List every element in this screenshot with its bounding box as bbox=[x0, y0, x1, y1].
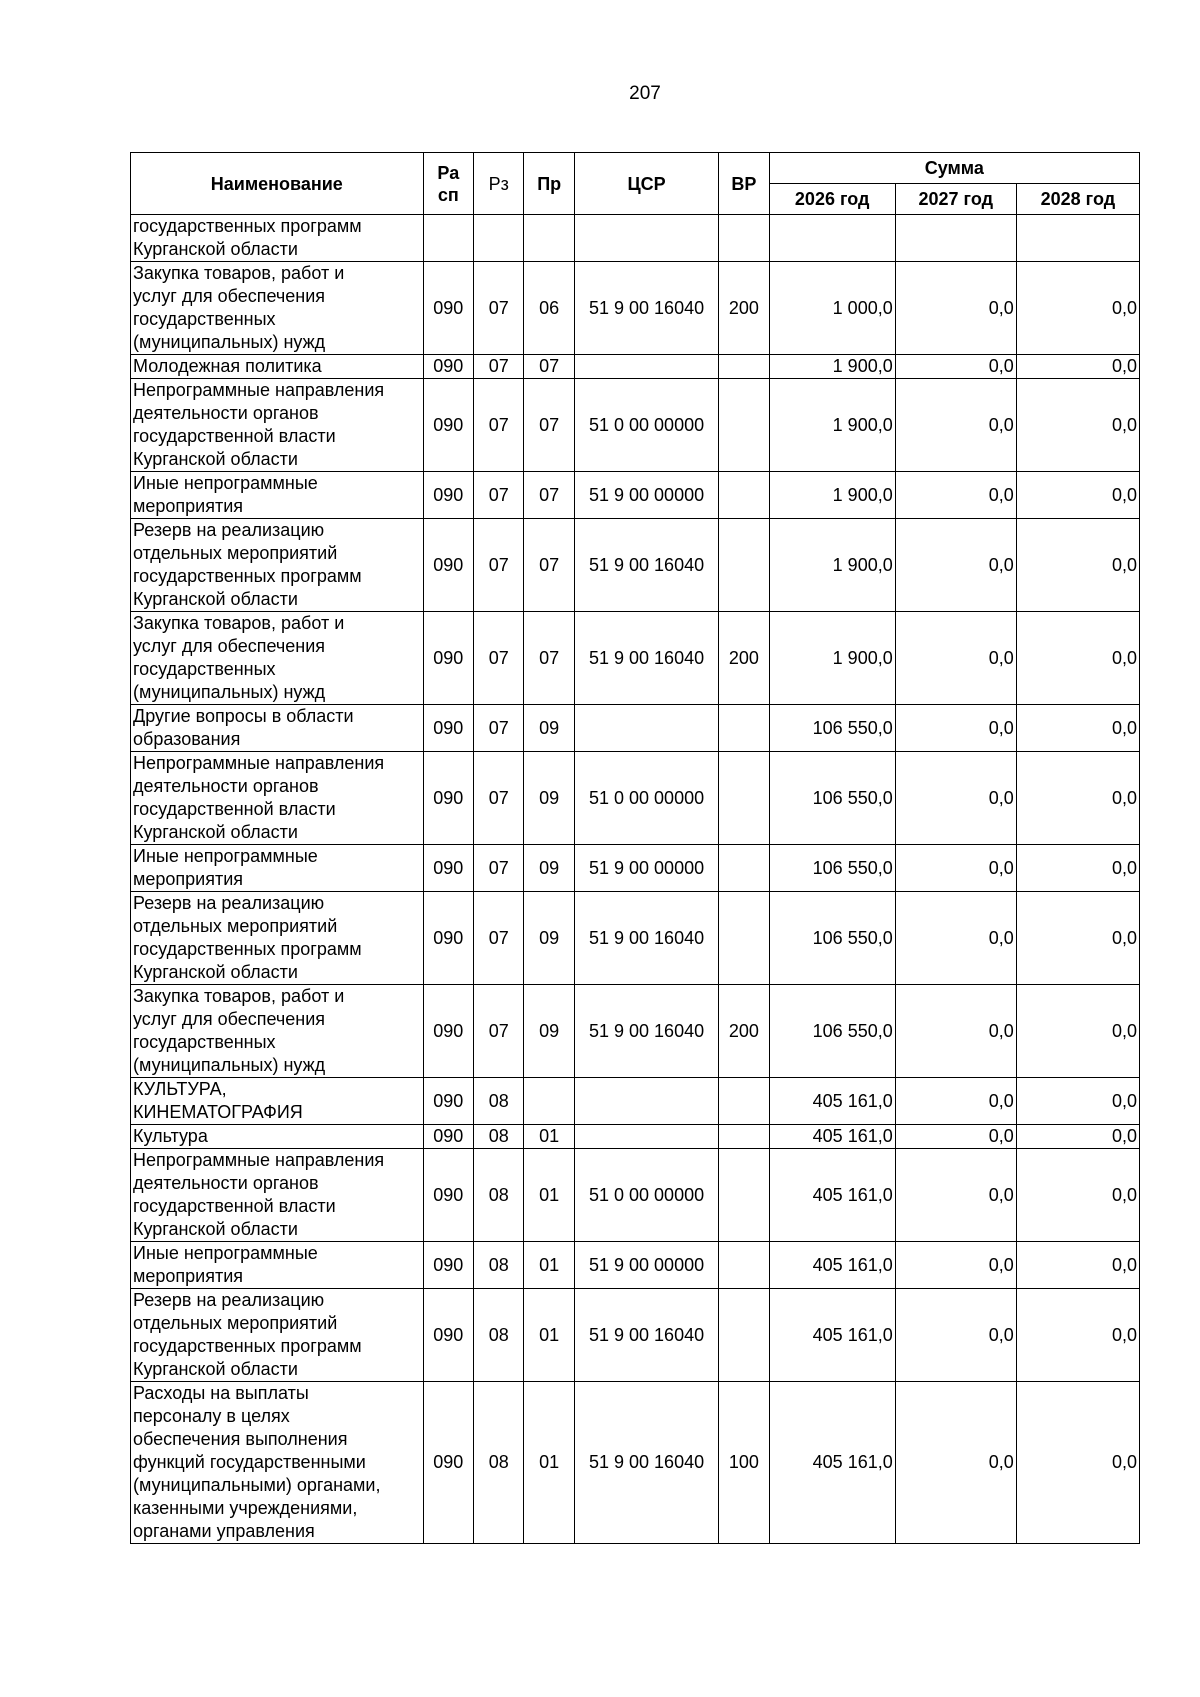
cell-pr: 09 bbox=[524, 985, 574, 1078]
cell-rz: 07 bbox=[474, 752, 524, 845]
cell-rasp: 090 bbox=[423, 705, 473, 752]
table-row bbox=[131, 892, 1140, 985]
cell-rz: 07 bbox=[474, 612, 524, 705]
cell-pr: 07 bbox=[524, 612, 574, 705]
header-vr: ВР bbox=[719, 153, 769, 215]
cell-rasp: 090 bbox=[423, 1125, 473, 1149]
cell-2027: 0,0 bbox=[895, 845, 1016, 892]
cell-2028: 0,0 bbox=[1016, 379, 1139, 472]
header-sum: Сумма bbox=[769, 153, 1139, 184]
cell-rz bbox=[474, 215, 524, 262]
cell-pr: 09 bbox=[524, 845, 574, 892]
cell-2028 bbox=[1016, 215, 1139, 262]
cell-2028: 0,0 bbox=[1016, 985, 1139, 1078]
cell-2028: 0,0 bbox=[1016, 519, 1139, 612]
table-row bbox=[131, 519, 1140, 612]
cell-2027: 0,0 bbox=[895, 355, 1016, 379]
cell-vr: 100 bbox=[719, 1382, 769, 1544]
table-row bbox=[131, 215, 1140, 262]
header-rz: Рз bbox=[474, 153, 524, 215]
cell-pr: 07 bbox=[524, 519, 574, 612]
table-body bbox=[131, 215, 1140, 1544]
cell-rasp: 090 bbox=[423, 1289, 473, 1382]
cell-2028: 0,0 bbox=[1016, 355, 1139, 379]
cell-rz: 07 bbox=[474, 519, 524, 612]
cell-vr bbox=[719, 1242, 769, 1289]
cell-2026: 405 161,0 bbox=[769, 1125, 895, 1149]
cell-vr bbox=[719, 519, 769, 612]
cell-name: Закупка товаров, работ и услуг для обеспечения государственных (муниципальных) нужд bbox=[131, 262, 424, 355]
cell-2027: 0,0 bbox=[895, 892, 1016, 985]
header-csr: ЦСР bbox=[574, 153, 718, 215]
cell-2028: 0,0 bbox=[1016, 752, 1139, 845]
cell-2027: 0,0 bbox=[895, 1078, 1016, 1125]
cell-2028: 0,0 bbox=[1016, 1149, 1139, 1242]
cell-2026: 106 550,0 bbox=[769, 985, 895, 1078]
table-row bbox=[131, 472, 1140, 519]
cell-2027: 0,0 bbox=[895, 752, 1016, 845]
header-year-2028: 2028 год bbox=[1016, 184, 1139, 215]
cell-csr bbox=[574, 1125, 718, 1149]
cell-name: Закупка товаров, работ и услуг для обеспечения государственных (муниципальных) нужд bbox=[131, 612, 424, 705]
cell-name: государственных программ Курганской области bbox=[131, 215, 424, 262]
cell-csr bbox=[574, 1078, 718, 1125]
cell-vr bbox=[719, 1078, 769, 1125]
cell-rasp: 090 bbox=[423, 985, 473, 1078]
cell-rasp: 090 bbox=[423, 892, 473, 985]
cell-2027: 0,0 bbox=[895, 985, 1016, 1078]
header-pr: Пр bbox=[524, 153, 574, 215]
cell-rz: 07 bbox=[474, 845, 524, 892]
cell-name: Иные непрограммные мероприятия bbox=[131, 1242, 424, 1289]
cell-pr: 01 bbox=[524, 1125, 574, 1149]
cell-csr: 51 9 00 16040 bbox=[574, 612, 718, 705]
cell-2026: 106 550,0 bbox=[769, 752, 895, 845]
cell-csr: 51 9 00 16040 bbox=[574, 1289, 718, 1382]
header-year-2026: 2026 год bbox=[769, 184, 895, 215]
cell-2026: 1 900,0 bbox=[769, 519, 895, 612]
cell-pr: 01 bbox=[524, 1242, 574, 1289]
cell-vr bbox=[719, 752, 769, 845]
cell-vr bbox=[719, 1125, 769, 1149]
cell-rasp: 090 bbox=[423, 1382, 473, 1544]
table-row bbox=[131, 1242, 1140, 1289]
cell-2027: 0,0 bbox=[895, 379, 1016, 472]
cell-2027 bbox=[895, 215, 1016, 262]
cell-2026: 1 900,0 bbox=[769, 612, 895, 705]
cell-2028: 0,0 bbox=[1016, 1242, 1139, 1289]
cell-name: Непрограммные направления деятельности органов государственной власти Курганской области bbox=[131, 379, 424, 472]
cell-pr: 01 bbox=[524, 1289, 574, 1382]
cell-2026: 1 000,0 bbox=[769, 262, 895, 355]
cell-rasp bbox=[423, 215, 473, 262]
table-row bbox=[131, 1382, 1140, 1544]
cell-2026: 1 900,0 bbox=[769, 355, 895, 379]
cell-rz: 08 bbox=[474, 1242, 524, 1289]
cell-rz: 08 bbox=[474, 1382, 524, 1544]
cell-2027: 0,0 bbox=[895, 1125, 1016, 1149]
table-row bbox=[131, 1078, 1140, 1125]
cell-2026: 106 550,0 bbox=[769, 892, 895, 985]
cell-csr: 51 9 00 16040 bbox=[574, 985, 718, 1078]
cell-2028: 0,0 bbox=[1016, 892, 1139, 985]
cell-2027: 0,0 bbox=[895, 705, 1016, 752]
cell-2028: 0,0 bbox=[1016, 1289, 1139, 1382]
cell-name: Другие вопросы в области образования bbox=[131, 705, 424, 752]
header-row bbox=[131, 153, 1140, 184]
cell-2028: 0,0 bbox=[1016, 1078, 1139, 1125]
cell-csr: 51 9 00 00000 bbox=[574, 1242, 718, 1289]
cell-pr: 09 bbox=[524, 752, 574, 845]
cell-rasp: 090 bbox=[423, 1078, 473, 1125]
cell-pr: 01 bbox=[524, 1149, 574, 1242]
table-row bbox=[131, 262, 1140, 355]
header-year-2027: 2027 год bbox=[895, 184, 1016, 215]
cell-2026: 106 550,0 bbox=[769, 845, 895, 892]
page-number: 207 bbox=[629, 83, 661, 104]
table-row bbox=[131, 985, 1140, 1078]
cell-name: Молодежная политика bbox=[131, 355, 424, 379]
cell-rz: 07 bbox=[474, 379, 524, 472]
cell-pr: 09 bbox=[524, 892, 574, 985]
table-row bbox=[131, 379, 1140, 472]
cell-csr bbox=[574, 215, 718, 262]
cell-csr: 51 9 00 00000 bbox=[574, 472, 718, 519]
cell-2028: 0,0 bbox=[1016, 612, 1139, 705]
cell-2027: 0,0 bbox=[895, 612, 1016, 705]
cell-2027: 0,0 bbox=[895, 1289, 1016, 1382]
cell-rasp: 090 bbox=[423, 519, 473, 612]
cell-2027: 0,0 bbox=[895, 1242, 1016, 1289]
cell-pr: 07 bbox=[524, 472, 574, 519]
cell-name: Иные непрограммные мероприятия bbox=[131, 845, 424, 892]
header-name: Наименование bbox=[131, 153, 424, 215]
cell-2026: 405 161,0 bbox=[769, 1078, 895, 1125]
cell-csr: 51 0 00 00000 bbox=[574, 752, 718, 845]
cell-rasp: 090 bbox=[423, 752, 473, 845]
cell-2027: 0,0 bbox=[895, 519, 1016, 612]
cell-2026: 405 161,0 bbox=[769, 1289, 895, 1382]
cell-2027: 0,0 bbox=[895, 1382, 1016, 1544]
cell-vr bbox=[719, 1149, 769, 1242]
cell-rasp: 090 bbox=[423, 1149, 473, 1242]
cell-vr bbox=[719, 379, 769, 472]
cell-2027: 0,0 bbox=[895, 1149, 1016, 1242]
cell-name: Культура bbox=[131, 1125, 424, 1149]
cell-name: КУЛЬТУРА, КИНЕМАТОГРАФИЯ bbox=[131, 1078, 424, 1125]
cell-pr bbox=[524, 1078, 574, 1125]
cell-rz: 07 bbox=[474, 472, 524, 519]
cell-2028: 0,0 bbox=[1016, 705, 1139, 752]
cell-name: Резерв на реализацию отдельных мероприятий государственных программ Курганской области bbox=[131, 519, 424, 612]
table-row bbox=[131, 845, 1140, 892]
cell-pr: 07 bbox=[524, 355, 574, 379]
cell-2028: 0,0 bbox=[1016, 845, 1139, 892]
cell-2028: 0,0 bbox=[1016, 1125, 1139, 1149]
cell-name: Резерв на реализацию отдельных мероприятий государственных программ Курганской области bbox=[131, 1289, 424, 1382]
cell-vr bbox=[719, 355, 769, 379]
budget-table bbox=[130, 152, 1140, 1544]
cell-rasp: 090 bbox=[423, 612, 473, 705]
table-row bbox=[131, 705, 1140, 752]
cell-name: Непрограммные направления деятельности органов государственной власти Курганской области bbox=[131, 752, 424, 845]
cell-2028: 0,0 bbox=[1016, 1382, 1139, 1544]
cell-pr: 07 bbox=[524, 379, 574, 472]
cell-vr bbox=[719, 1289, 769, 1382]
cell-name: Непрограммные направления деятельности органов государственной власти Курганской области bbox=[131, 1149, 424, 1242]
cell-2026: 106 550,0 bbox=[769, 705, 895, 752]
cell-csr: 51 0 00 00000 bbox=[574, 1149, 718, 1242]
cell-rasp: 090 bbox=[423, 472, 473, 519]
cell-name: Иные непрограммные мероприятия bbox=[131, 472, 424, 519]
cell-csr: 51 9 00 16040 bbox=[574, 262, 718, 355]
cell-rz: 07 bbox=[474, 262, 524, 355]
cell-rz: 08 bbox=[474, 1078, 524, 1125]
cell-csr: 51 9 00 16040 bbox=[574, 1382, 718, 1544]
cell-csr bbox=[574, 355, 718, 379]
cell-csr: 51 9 00 16040 bbox=[574, 892, 718, 985]
cell-2027: 0,0 bbox=[895, 472, 1016, 519]
table-row bbox=[131, 355, 1140, 379]
cell-2026: 1 900,0 bbox=[769, 472, 895, 519]
cell-pr: 09 bbox=[524, 705, 574, 752]
table-row bbox=[131, 612, 1140, 705]
cell-pr bbox=[524, 215, 574, 262]
cell-vr: 200 bbox=[719, 985, 769, 1078]
cell-rz: 07 bbox=[474, 985, 524, 1078]
table-row bbox=[131, 1125, 1140, 1149]
cell-vr bbox=[719, 215, 769, 262]
cell-2026: 1 900,0 bbox=[769, 379, 895, 472]
cell-vr bbox=[719, 892, 769, 985]
cell-rz: 08 bbox=[474, 1149, 524, 1242]
table-row bbox=[131, 752, 1140, 845]
cell-vr bbox=[719, 845, 769, 892]
cell-csr: 51 0 00 00000 bbox=[574, 379, 718, 472]
cell-rz: 07 bbox=[474, 355, 524, 379]
header-rasp: Ра сп bbox=[423, 153, 473, 215]
cell-vr bbox=[719, 705, 769, 752]
cell-csr: 51 9 00 16040 bbox=[574, 519, 718, 612]
cell-name: Расходы на выплаты персоналу в целях обеспечения выполнения функций государственными (муниципальными) органами, казенными учреждениями, органами управления bbox=[131, 1382, 424, 1544]
cell-csr: 51 9 00 00000 bbox=[574, 845, 718, 892]
cell-rz: 08 bbox=[474, 1125, 524, 1149]
cell-rasp: 090 bbox=[423, 262, 473, 355]
cell-name: Закупка товаров, работ и услуг для обеспечения государственных (муниципальных) нужд bbox=[131, 985, 424, 1078]
cell-2027: 0,0 bbox=[895, 262, 1016, 355]
cell-2028: 0,0 bbox=[1016, 472, 1139, 519]
cell-2026: 405 161,0 bbox=[769, 1382, 895, 1544]
cell-csr bbox=[574, 705, 718, 752]
cell-2026 bbox=[769, 215, 895, 262]
cell-name: Резерв на реализацию отдельных мероприятий государственных программ Курганской области bbox=[131, 892, 424, 985]
table-row bbox=[131, 1149, 1140, 1242]
cell-rasp: 090 bbox=[423, 1242, 473, 1289]
cell-pr: 06 bbox=[524, 262, 574, 355]
cell-2028: 0,0 bbox=[1016, 262, 1139, 355]
cell-rasp: 090 bbox=[423, 379, 473, 472]
cell-vr: 200 bbox=[719, 262, 769, 355]
cell-rz: 07 bbox=[474, 892, 524, 985]
cell-rasp: 090 bbox=[423, 845, 473, 892]
table-row bbox=[131, 1289, 1140, 1382]
cell-2026: 405 161,0 bbox=[769, 1242, 895, 1289]
cell-rz: 08 bbox=[474, 1289, 524, 1382]
cell-pr: 01 bbox=[524, 1382, 574, 1544]
cell-rasp: 090 bbox=[423, 355, 473, 379]
cell-2026: 405 161,0 bbox=[769, 1149, 895, 1242]
cell-rz: 07 bbox=[474, 705, 524, 752]
cell-vr: 200 bbox=[719, 612, 769, 705]
cell-vr bbox=[719, 472, 769, 519]
